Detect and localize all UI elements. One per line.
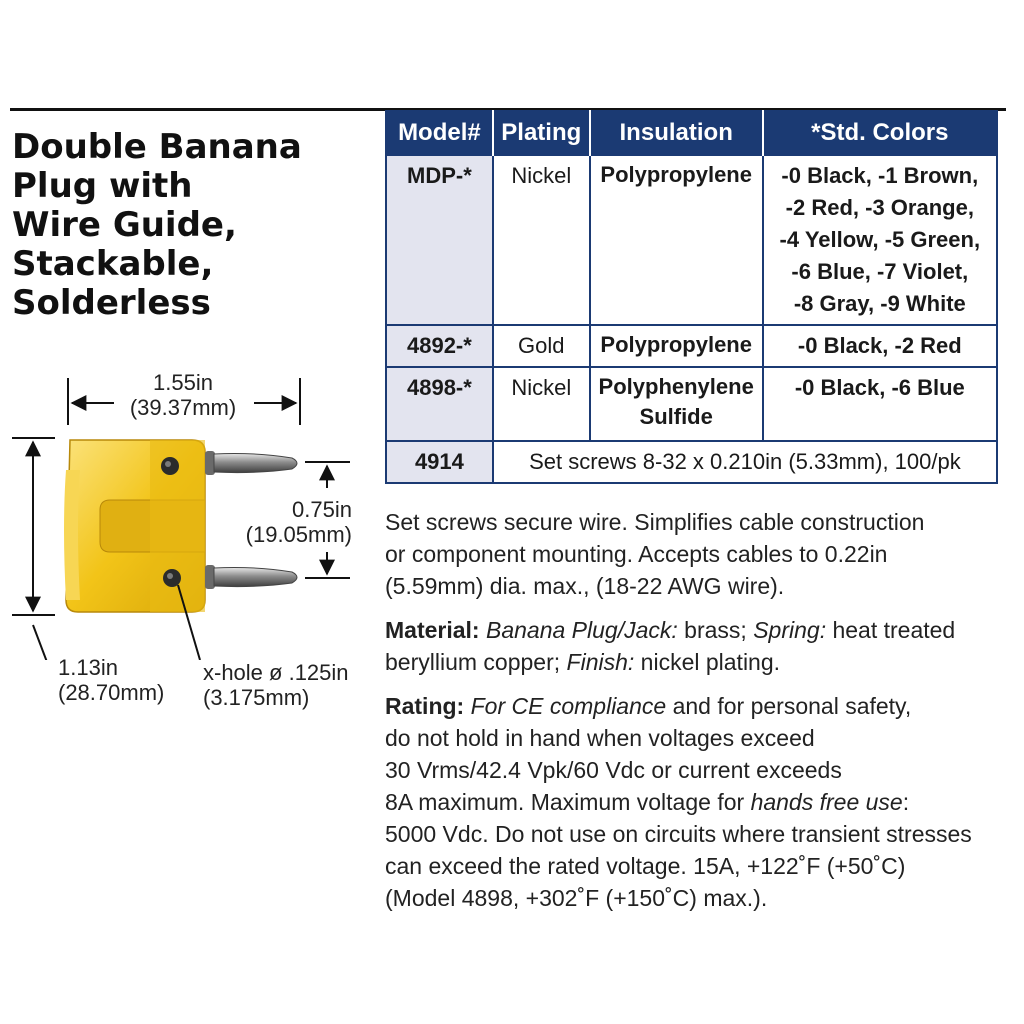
rating-line-4 — [385, 786, 1005, 818]
hole-mm: (3.175mm) — [203, 685, 310, 710]
title-line-5: Solderless — [12, 283, 211, 323]
rating-line-5: 5000 Vdc. Do not use on circuits where transient stresses — [385, 821, 972, 847]
plating-cell: Gold — [493, 325, 590, 367]
colors-line: -2 Red, -3 Orange, — [785, 195, 974, 220]
height-dimension-label — [58, 655, 164, 705]
col-header-insulation: Insulation — [590, 111, 763, 155]
col-header-colors: *Std. Colors — [763, 111, 997, 155]
colors-line: -0 Black, -1 Brown, — [781, 163, 979, 188]
model-cell: 4898-* — [386, 367, 493, 441]
material-line-1 — [385, 614, 1005, 646]
col-header-model: Model# — [386, 111, 493, 155]
rating-text: : — [902, 789, 910, 815]
material-paragraph — [385, 614, 1005, 678]
table-row — [386, 441, 997, 483]
spring-material: beryllium copper; — [385, 649, 567, 675]
screw-glint — [167, 573, 173, 579]
rating-text: 8A maximum. Maximum voltage for — [385, 789, 751, 815]
rating-label: Rating: — [385, 693, 465, 719]
spacing-mm: (19.05mm) — [245, 522, 352, 547]
spring-label: Spring: — [753, 617, 827, 643]
insulation-line: Polypropylene — [600, 162, 752, 187]
colors-cell — [763, 367, 997, 441]
plug-jack-value: brass; — [677, 617, 754, 643]
rating-text: and for personal safety, — [666, 693, 912, 719]
table-row — [386, 155, 997, 325]
rating-line-7: (Model 4898, +302˚F (+150˚C) max.). — [385, 885, 768, 911]
finish-value: nickel plating. — [634, 649, 781, 675]
title-line-3: Wire Guide, — [12, 205, 237, 245]
colors-line: -0 Black, -6 Blue — [794, 375, 965, 400]
plating-cell: Nickel — [493, 155, 590, 325]
screw-glint — [165, 461, 171, 467]
insulation-cell — [590, 155, 763, 325]
insulation-cell — [590, 325, 763, 367]
plug-jack-label: Banana Plug/Jack: — [485, 617, 678, 643]
colors-line: -4 Yellow, -5 Green, — [779, 227, 981, 252]
insulation-line: Polypropylene — [600, 332, 752, 357]
colors-cell — [763, 325, 997, 367]
table-row — [386, 325, 997, 367]
material-line-2 — [385, 646, 1005, 678]
body-highlight — [64, 470, 80, 600]
rating-line-3: 30 Vrms/42.4 Vpk/60 Vdc or current exceeds — [385, 757, 842, 783]
colors-line: -6 Blue, -7 Violet, — [791, 259, 969, 284]
banana-pin-bottom — [205, 565, 297, 589]
table-row — [386, 367, 997, 441]
page-title — [12, 128, 372, 323]
hole-dimension-label — [203, 660, 349, 710]
spacing-dimension-label — [232, 497, 352, 547]
width-mm: (39.37mm) — [129, 395, 237, 420]
description-line: (5.59mm) dia. max., (18-22 AWG wire). — [385, 573, 785, 599]
insulation-line: Sulfide — [639, 404, 713, 429]
finish-label: Finish: — [566, 649, 635, 675]
hands-free-label: hands free use — [750, 789, 903, 815]
plating-cell: Nickel — [493, 367, 590, 441]
colors-line: -8 Gray, -9 White — [793, 291, 966, 316]
model-cell: 4914 — [386, 441, 493, 483]
material-label: Material: — [385, 617, 480, 643]
colors-cell — [763, 155, 997, 325]
model-cell: MDP-* — [386, 155, 493, 325]
colors-line: -0 Black, -2 Red — [797, 333, 962, 358]
width-dimension-label — [123, 370, 243, 420]
rating-line-2: do not hold in hand when voltages exceed — [385, 725, 815, 751]
dim-leader-line — [33, 625, 50, 660]
model-cell: 4892-* — [386, 325, 493, 367]
ce-compliance-label: For CE compliance — [470, 693, 667, 719]
hole-in: x-hole ø .125in — [203, 660, 349, 685]
height-in: 1.13in — [58, 655, 118, 680]
col-header-plating: Plating — [493, 111, 590, 155]
insulation-line: Polyphenylene — [598, 374, 754, 399]
spec-table — [385, 110, 998, 484]
insulation-cell — [590, 367, 763, 441]
width-in: 1.55in — [153, 370, 213, 395]
spacing-in: 0.75in — [292, 497, 352, 522]
description-paragraph — [385, 506, 1005, 602]
title-line-4: Stackable, — [12, 244, 214, 284]
spring-value: heat treated — [826, 617, 956, 643]
set-screw-note-cell: Set screws 8-32 x 0.210in (5.33mm), 100/pk — [493, 441, 997, 483]
table-header-row — [386, 111, 997, 155]
title-line-1: Double Banana — [12, 127, 302, 167]
height-mm: (28.70mm) — [58, 680, 165, 705]
rating-line-1 — [385, 690, 1005, 722]
title-line-2: Plug with — [12, 166, 193, 206]
banana-pin-top — [205, 451, 297, 475]
description-line: Set screws secure wire. Simplifies cable construction — [385, 509, 925, 535]
rating-line-6: can exceed the rated voltage. 15A, +122˚F (+50˚C) — [385, 853, 906, 879]
rating-paragraph — [385, 690, 1005, 914]
description-line: or component mounting. Accepts cables to 0.22in — [385, 541, 888, 567]
